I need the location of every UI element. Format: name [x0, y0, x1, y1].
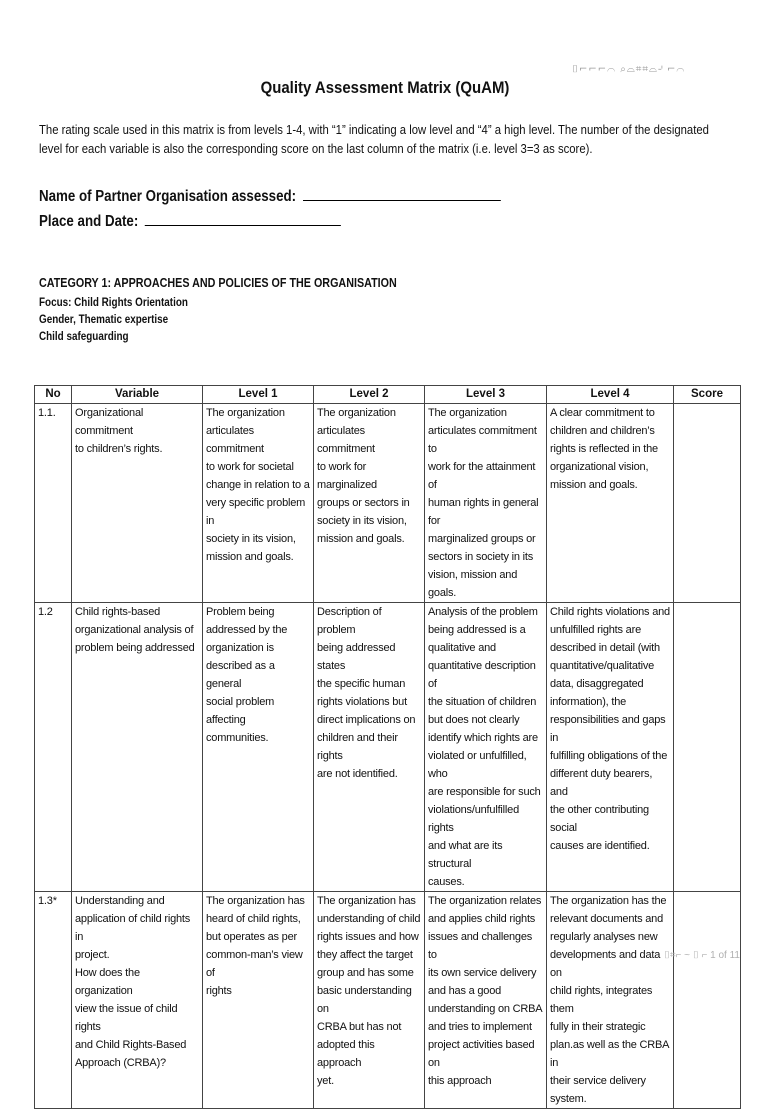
category-focus: Focus: Child Rights Orientation [39, 297, 188, 309]
document-title: Quality Assessment Matrix (QuAM) [260, 78, 510, 97]
level-1-cell: The organization articulates commitment to work for societal change in relation to a very specific problem in society in its vision, mission and goals. [203, 404, 314, 603]
level-4-cell: The organization has the relevant documents and regularly analyses new developments and data on child rights, integrates them fully in their strategic plan.as well as the CRBA in their service delivery system. [547, 892, 674, 1109]
table-header-row [35, 386, 741, 404]
place-date-label: Place and Date: [39, 213, 139, 230]
level-2-cell: The organization has understanding of child rights issues and how they affect the target group and has some basic understanding on CRBA but has not adopted this approach yet. [314, 892, 425, 1109]
level-2-cell: The organization articulates commitment to work for marginalized groups or sectors in society in its vision, mission and goals. [314, 404, 425, 603]
intro-line-1: The rating scale used in this matrix is from levels 1-4, with “1” indicating a low level and “4” a high level. The number of the designated [39, 122, 709, 137]
page-header-mark: ⌷⌐⌐⌐⌒ ⌕⌓⌗⌗⌓⌏⌐⌒ [572, 64, 686, 75]
level-2-cell: Description of problem being addressed states the specific human rights violations but direct implications on children and their rights are not identified. [314, 603, 425, 892]
place-date-field [39, 211, 341, 231]
partner-name-label: Name of Partner Organisation assessed: [39, 188, 297, 205]
column-header-level-1: Level 1 [203, 386, 314, 404]
table-row [35, 892, 741, 1109]
intro-paragraph [39, 120, 739, 158]
category-safeguarding: Child safeguarding [39, 331, 129, 343]
level-4-cell: A clear commitment to children and children’s rights is reflected in the organizational vision, mission and goals. [547, 404, 674, 603]
category-title: CATEGORY 1: APPROACHES AND POLICIES OF THE ORGANISATION [39, 276, 397, 290]
category-gender: Gender, Thematic expertise [39, 314, 169, 326]
table-row [35, 603, 741, 892]
variable-cell: Organizational commitment to children’s rights. [72, 404, 203, 603]
intro-line-2: level for each variable is also the corresponding score on the last column of the matrix (i.e. level 3=3 as score). [39, 141, 593, 156]
quality-matrix-table [34, 385, 741, 1109]
level-1-cell: Problem being addressed by the organization is described as a general social problem affecting communities. [203, 603, 314, 892]
row-number: 1.3* [35, 892, 72, 1109]
score-cell[interactable] [674, 404, 741, 603]
row-number: 1.2 [35, 603, 72, 892]
level-3-cell: The organization relates and applies child rights issues and challenges to its own service delivery and has a good understanding on CRBA and tries to implement project activities based on this approach [425, 892, 547, 1109]
partner-name-blank-line [303, 186, 501, 201]
variable-cell: Child rights-based organizational analysis of problem being addressed [72, 603, 203, 892]
place-date-blank-line [145, 211, 341, 226]
variable-cell: Understanding and application of child rights in project. How does the organization view the issue of child rights and Child Rights-Based Approach (CRBA)? [72, 892, 203, 1109]
column-header-variable: Variable [72, 386, 203, 404]
page-footer: ⌷⌗⌐ ~ ⌷ ⌐ 1 of 11 [663, 950, 740, 961]
column-header-score: Score [674, 386, 741, 404]
column-header-no: No [35, 386, 72, 404]
partner-name-field [39, 186, 501, 206]
column-header-level-2: Level 2 [314, 386, 425, 404]
score-cell[interactable] [674, 892, 741, 1109]
level-3-cell: The organization articulates commitment to work for the attainment of human rights in general for marginalized groups or sectors in society in its vision, mission and goals. [425, 404, 547, 603]
row-number: 1.1. [35, 404, 72, 603]
score-cell[interactable] [674, 603, 741, 892]
level-4-cell: Child rights violations and unfulfilled rights are described in detail (with quantitative/qualitative data, disaggregated information), the responsibilities and gaps in fulfilling obligations of the different duty bearers, and the other contributing social causes are identified. [547, 603, 674, 892]
column-header-level-3: Level 3 [425, 386, 547, 404]
column-header-level-4: Level 4 [547, 386, 674, 404]
table-row [35, 404, 741, 603]
level-3-cell: Analysis of the problem being addressed is a qualitative and quantitative description of the situation of children but does not clearly identify which rights are violated or unfulfilled, who are responsible for such violations/unfulfilled rights and what are its structural causes. [425, 603, 547, 892]
level-1-cell: The organization has heard of child rights, but operates as per common-man’s view of rights [203, 892, 314, 1109]
